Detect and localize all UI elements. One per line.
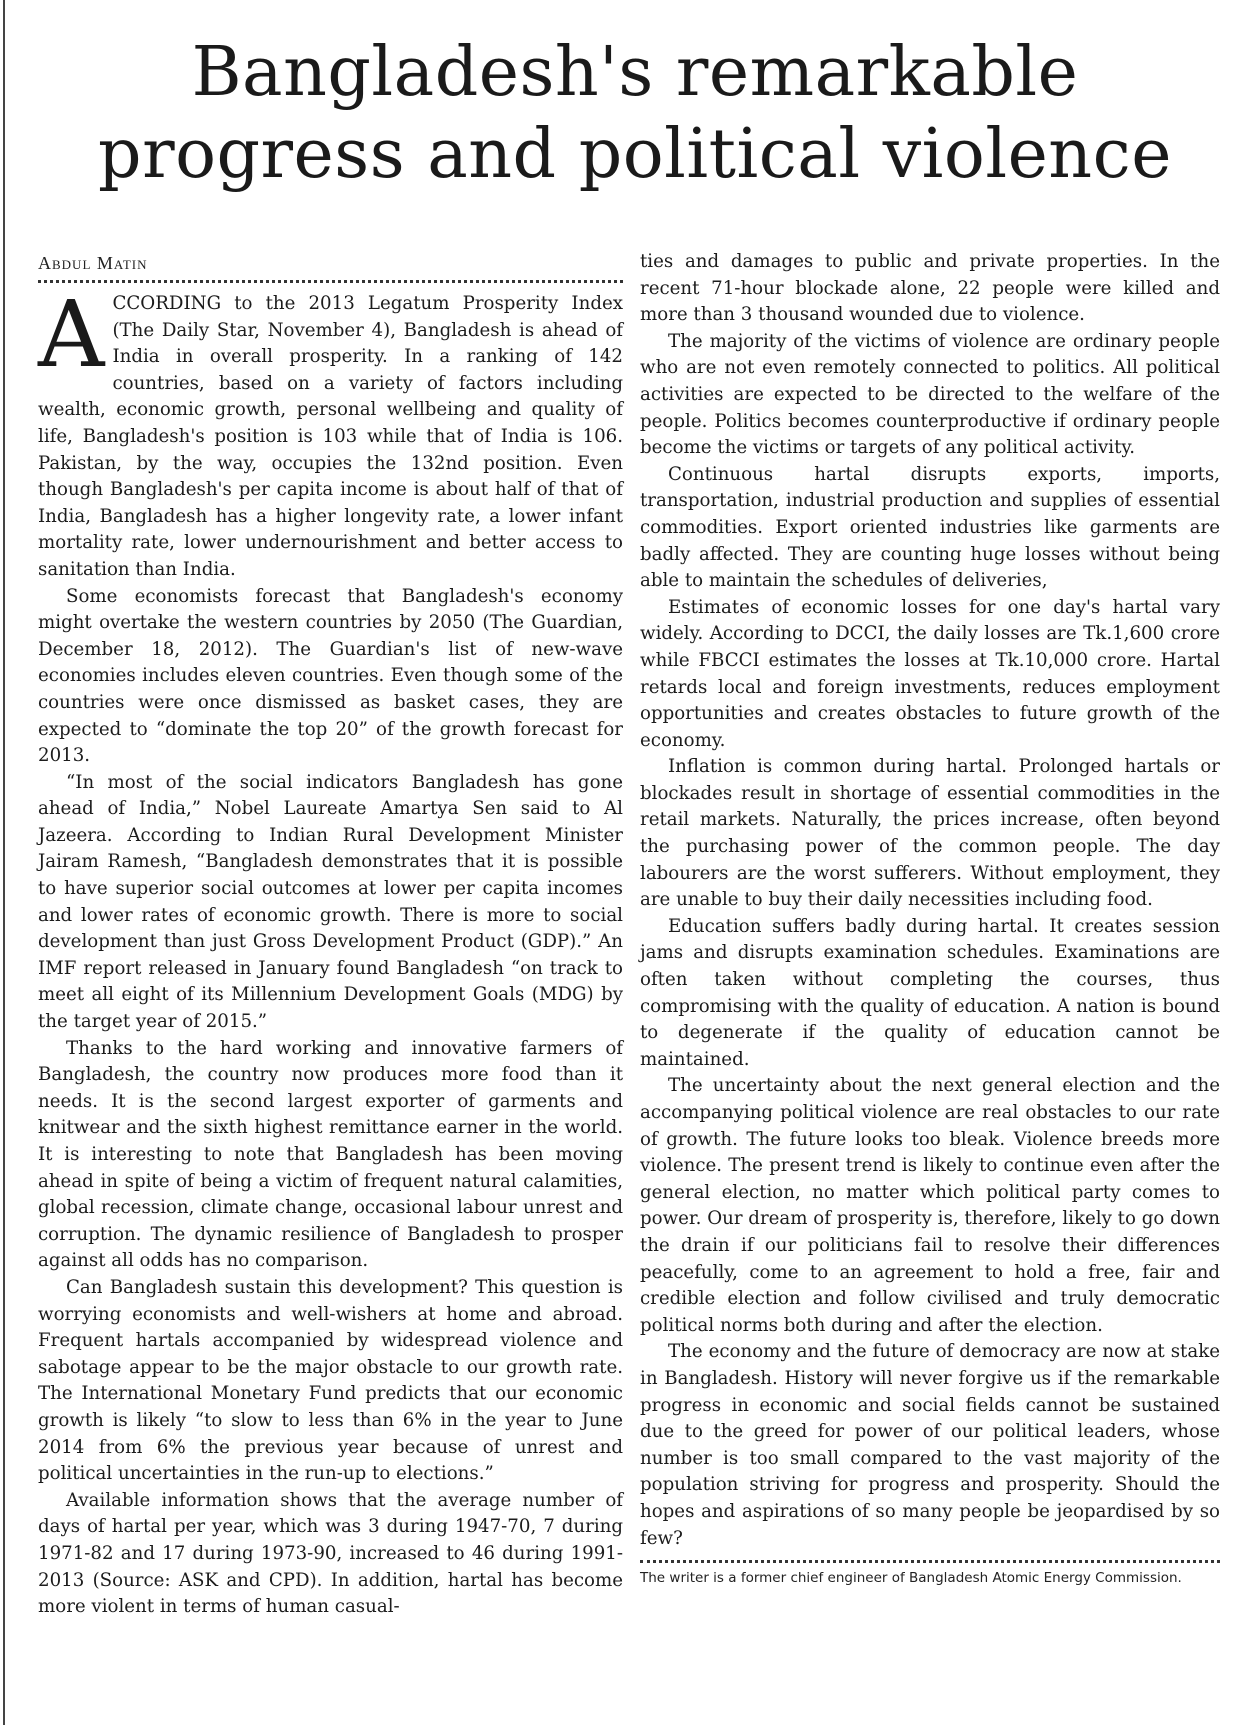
article-column-left [38, 248, 623, 1621]
author-note: The writer is a former chief engineer of Bangladesh Atomic Energy Commission. [640, 1570, 1182, 1587]
body-paragraph: Some economists forecast that Bangladesh's economy might overtake the western countries by 2050 (The Guardian, December 18, 2012). The Guardian's list of new-wave economies includes eleven countries. Even though some of the countries were once dismissed as basket cases, they are expected to “dominate the top 20” of the growth forecast for 2013. [38, 585, 623, 767]
body-paragraph: Inflation is common during hartal. Prolonged hartals or blockades result in shortage of essential commodities in the retail markets. Naturally, the prices increase, often beyond the purchasing power of the common people. The day labourers are the worst sufferers. Without employment, they are unable to buy their daily necessities including food. [640, 756, 1220, 911]
article-column-right [640, 249, 1220, 1587]
body-paragraph: The economy and the future of democracy are now at stake in Bangladesh. History will never forgive us if the remarkable progress in economic and social fields cannot be sustained due to the greed for power of our political leaders, whose number is too small compared to the vast majority of the population striving for progress and prosperity. Should the hopes and aspirations of so many people be jeopardised by so few? [640, 1341, 1220, 1549]
headline: Bangladesh's remarkable progress and political violence [98, 33, 1172, 194]
byline-dotted-rule [38, 280, 623, 283]
lead-paragraph [38, 281, 623, 584]
lead-text: CCORDING to the 2013 Legatum Prosperity Index (The Daily Star, November 4), Bangladesh is ahead of India in overall prosperity. In a ranking of 142 countries, based on a variety of factors including wealth, economic growth, personal wellbeing and quality of life, Bangladesh's position is 103 while that of India is 106. Pakistan, by the way, occupies the 132nd position. Even though Bangladesh's per capita income is about half of that of India, Bangladesh has a higher longevity rate, a lower infant mortality rate, lower undernourishment and better access to sanitation than India. [38, 293, 623, 580]
body-paragraph: The uncertainty about the next general election and the accompanying political violence are real obstacles to our rate of growth. The future looks too bleak. Violence breeds more violence. The present trend is likely to continue even after the general election, no matter which political party comes to power. Our dream of prosperity is, therefore, likely to go down the drain if our politicians fail to resolve their differences peacefully, come to an agreement to hold a free, fair and credible election and follow civilised and truly democratic political norms both during and after the election. [640, 1075, 1220, 1336]
body-paragraph: Can Bangladesh sustain this development? This question is worrying economists and well-wishers at home and abroad. Frequent hartals accompanied by widespread violence and sabotage appear to be the major obstacle to our growth rate. The International Monetary Fund predicts that our economic growth is likely “to slow to less than 6% in the year to June 2014 from 6% the previous year because of unrest and political uncertainties in the run-up to elections.” [38, 1276, 623, 1485]
body-paragraph: Continuous hartal disrupts exports, imports, transportation, industrial production and supplies of essential commodities. Export oriented industries like garments are badly affected. They are counting huge losses without being able to maintain the schedules of deliveries, [640, 463, 1220, 592]
page-edge-rule [3, 0, 5, 1725]
body-paragraph: Education suffers badly during hartal. It creates session jams and disrupts examination schedules. Examinations are often taken without completing the courses, thus compromising with the quality of education. A nation is bound to degenerate if the quality of education cannot be maintained. [640, 915, 1220, 1070]
continued-paragraph: ties and damages to public and private properties. In the recent 71-hour blockade alone, 22 people were killed and more than 3 thousand wounded due to violence. [640, 251, 1220, 326]
note-dotted-rule [640, 1560, 1220, 1563]
drop-cap: A [38, 281, 105, 388]
body-paragraph: “In most of the social indicators Bangladesh has gone ahead of India,” Nobel Laureate Amartya Sen said to Al Jazeera. According to Indian Rural Development Minister Jairam Ramesh, “Bangladesh demonstrates that it is possible to have superior social outcomes at lower per capita incomes and lower rates of economic growth. There is more to social development than just Gross Development Product (GDP).” An IMF report released in January found Bangladesh “on track to meet all eight of its Millennium Development Goals (MDG) by the target year of 2015.” [38, 771, 623, 1033]
body-paragraph: The majority of the victims of violence are ordinary people who are not even remotely connected to politics. All political activities are expected to be directed to the welfare of the people. Politics becomes counterproductive if ordinary people become the victims or targets of any political activity. [640, 330, 1220, 459]
body-paragraph: Thanks to the hard working and innovative farmers of Bangladesh, the country now produces more food than it needs. It is the second largest exporter of garments and knitwear and the sixth highest remittance earner in the world. It is interesting to note that Bangladesh has been moving ahead in spite of being a victim of frequent natural calamities, global recession, climate change, occasional labour unrest and corruption. The dynamic resilience of Bangladesh to prosper against all odds has no comparison. [38, 1037, 623, 1272]
body-paragraph: Available information shows that the average number of days of hartal per year, which was 3 during 1947-70, 7 during 1971-82 and 17 during 1973-90, increased to 46 during 1991-2013 (Source: ASK and CPD). In addition, hartal has become more violent in terms of human casual- [38, 1489, 623, 1618]
byline: Abdul Matin [38, 253, 148, 273]
body-paragraph: Estimates of economic losses for one day's hartal vary widely. According to DCCI, the daily losses are Tk.1,600 crore while FBCCI estimates the losses at Tk.10,000 crore. Hartal retards local and foreign investments, reduces employment opportunities and creates obstacles to future growth of the economy. [640, 596, 1220, 751]
